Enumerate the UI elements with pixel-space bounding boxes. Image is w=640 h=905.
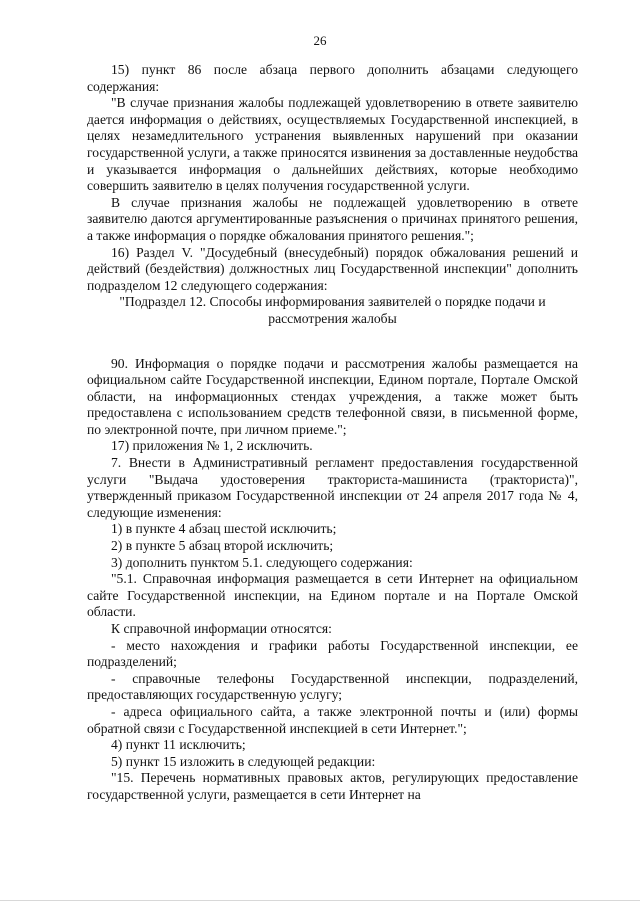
document-body [87,62,578,804]
list-item-phones: - справочные телефоны Государственной инспекции, подразделений, предоставляющих государственную услугу; [87,670,578,703]
paragraph-change-5: 5) пункт 15 изложить в следующей редакции: [111,753,376,769]
paragraph-item-15: 15) пункт 86 после абзаца первого дополнить абзацами следующего содержания: [87,62,578,94]
paragraph-item-5-1: "5.1. Справочная информация размещается в сети Интернет на официальном сайте Государственной инспекции, на Едином портале и на Портале Омской области. [87,571,578,620]
paragraph-gap [87,328,578,356]
paragraph-item-90: 90. Информация о порядке подачи и рассмотрения жалобы размещается на официальном сайте Государственной инспекции, Едином портале, Портале Омской области, на информационных стендах учреждения, а также может быть предоставлена с использованием средств телефонной связи, в письменной форме, по электронной почте, при личном приеме."; [87,355,578,437]
paragraph-item-17: 17) приложения № 1, 2 исключить. [111,438,313,454]
paragraph-item-15-list: "15. Перечень нормативных правовых актов, регулирующих предоставление государственной услуги, размещается в сети Интернет на [87,770,578,802]
paragraph-unsatisfied-complaint: В случае признания жалобы не подлежащей удовлетворению в ответе заявителю даются аргументированные разъяснения о причинах принятого решения, а также информация о порядке обжалования принятого решения."; [87,194,578,243]
page-bottom-divider [0,900,640,901]
paragraph-section-7: 7. Внести в Административный регламент предоставления государственной услуги "Выдача удостоверения тракториста-машиниста (тракториста)", утвержденный приказом Государственной инспекции от 24 апреля 2017 года № 4, следующие изменения: [87,455,578,520]
paragraph-change-4: 4) пункт 11 исключить; [111,737,246,753]
paragraph-change-1: 1) в пункте 4 абзац шестой исключить; [111,521,337,537]
list-item-location: - место нахождения и графики работы Государственной инспекции, ее подразделений; [87,637,578,670]
paragraph-change-2: 2) в пункте 5 абзац второй исключить; [111,538,334,554]
paragraph-reference-info-intro: К справочной информации относятся: [111,621,332,636]
page-number: 26 [313,33,327,48]
list-item-website-email: - адреса официального сайта, а также электронной почты и (или) формы обратной связи с Государственной инспекцией в сети Интернет."; [87,703,578,736]
paragraph-item-16: 16) Раздел V. "Досудебный (внесудебный) порядок обжалования решений и действий (бездействия) должностных лиц Государственной инспекции" дополнить подразделом 12 следующего содержания: [87,244,578,293]
paragraph-quote-satisfied-complaint: "В случае признания жалобы подлежащей удовлетворению в ответе заявителю дается информация о действиях, осуществляемых Государственной инспекцией, в целях незамедлительного устранения выявленных нарушений при оказании государственной услуги, а также приносятся извинения за доставленные неудобства и указывается информация о дальнейших действиях, которые необходимо совершить заявителю в целях получения государственной услуги. [87,95,578,194]
paragraph-change-3: 3) дополнить пунктом 5.1. следующего содержания: [111,554,413,570]
subsection-12-heading: "Подраздел 12. Способы информирования заявителей о порядке подачи и рассмотрения жалобы [119,294,546,326]
